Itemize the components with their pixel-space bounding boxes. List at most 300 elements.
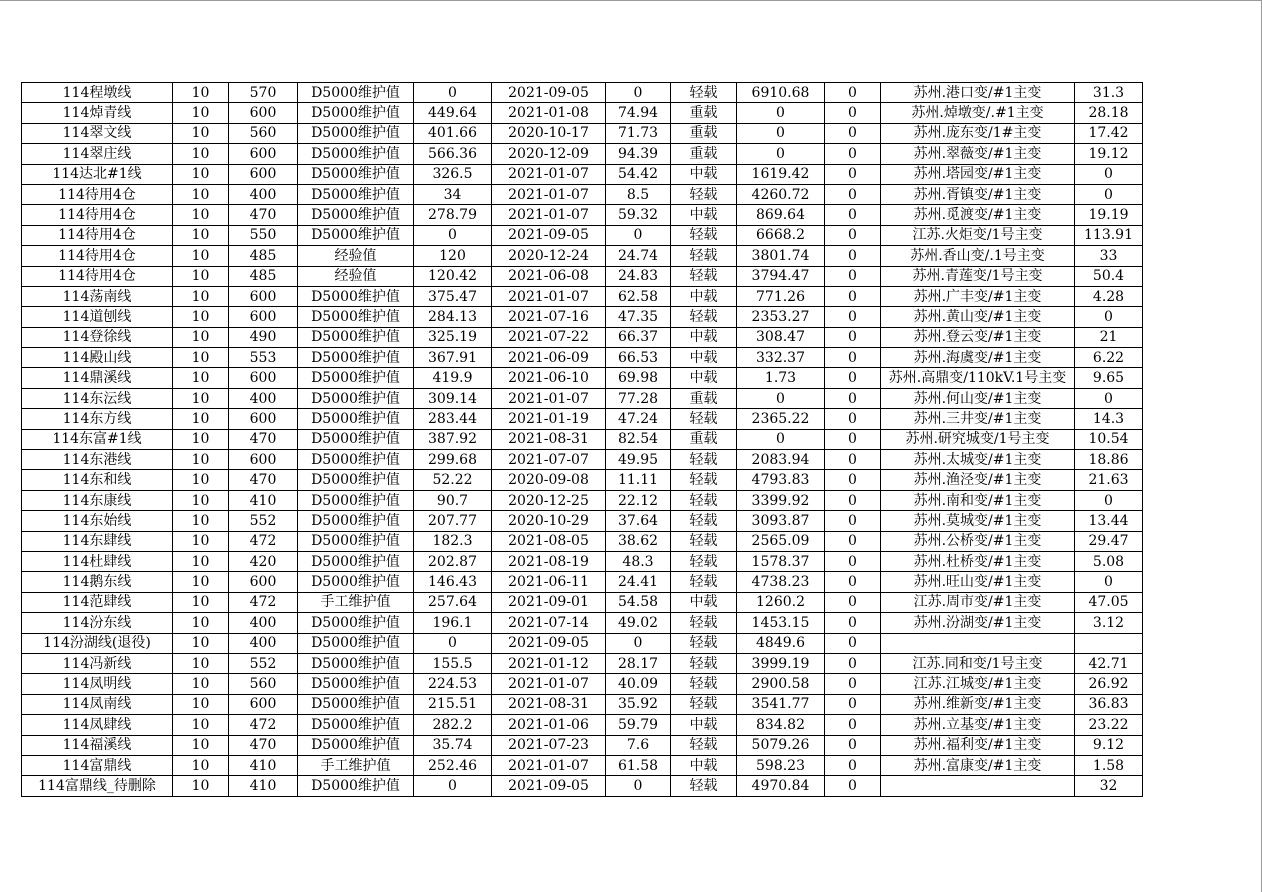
date-cell: 2021-01-07 xyxy=(492,674,606,694)
date-cell: 2021-08-19 xyxy=(492,551,606,571)
zero-cell: 0 xyxy=(825,266,881,286)
capacity-cell: 5079.26 xyxy=(737,735,825,755)
table-row xyxy=(22,592,1143,612)
capacity-cell: 4738.23 xyxy=(737,572,825,592)
capacity-cell: 2353.27 xyxy=(737,307,825,327)
current-cell: 419.9 xyxy=(414,368,492,388)
table-row xyxy=(22,715,1143,735)
load-status-cell: 重载 xyxy=(671,144,737,164)
rated-current-cell: 400 xyxy=(229,633,298,653)
source-cell: D5000维护值 xyxy=(298,307,414,327)
capacity-cell: 0 xyxy=(737,144,825,164)
current-cell: 0 xyxy=(414,225,492,245)
zero-cell: 0 xyxy=(825,348,881,368)
line-name-cell: 114荡南线 xyxy=(22,286,173,306)
source-cell: D5000维护值 xyxy=(298,531,414,551)
voltage-cell: 10 xyxy=(173,572,229,592)
load-status-cell: 轻载 xyxy=(671,266,737,286)
value-cell: 4.28 xyxy=(1075,286,1143,306)
load-status-cell: 轻载 xyxy=(671,184,737,204)
substation-cell: 苏州.渔泾变/#1主变 xyxy=(881,470,1075,490)
table-row xyxy=(22,450,1143,470)
load-rate-cell: 54.58 xyxy=(606,592,671,612)
load-rate-cell: 37.64 xyxy=(606,511,671,531)
current-cell: 0 xyxy=(414,633,492,653)
load-rate-cell: 66.53 xyxy=(606,348,671,368)
line-name-cell: 114鹅东线 xyxy=(22,572,173,592)
current-cell: 278.79 xyxy=(414,205,492,225)
table-row xyxy=(22,470,1143,490)
load-rate-cell: 24.74 xyxy=(606,246,671,266)
substation-cell: 江苏.江城变/#1主变 xyxy=(881,674,1075,694)
value-cell: 0 xyxy=(1075,307,1143,327)
capacity-cell: 2565.09 xyxy=(737,531,825,551)
zero-cell: 0 xyxy=(825,164,881,184)
line-name-cell: 114东富#1线 xyxy=(22,429,173,449)
rated-current-cell: 600 xyxy=(229,164,298,184)
source-cell: D5000维护值 xyxy=(298,225,414,245)
value-cell: 19.12 xyxy=(1075,144,1143,164)
table-row xyxy=(22,348,1143,368)
rated-current-cell: 600 xyxy=(229,286,298,306)
current-cell: 34 xyxy=(414,184,492,204)
zero-cell: 0 xyxy=(825,429,881,449)
table-row xyxy=(22,674,1143,694)
source-cell: D5000维护值 xyxy=(298,633,414,653)
table-row xyxy=(22,83,1143,103)
date-cell: 2021-01-07 xyxy=(492,164,606,184)
capacity-cell: 308.47 xyxy=(737,327,825,347)
rated-current-cell: 470 xyxy=(229,429,298,449)
table-body xyxy=(22,83,1143,797)
current-cell: 182.3 xyxy=(414,531,492,551)
rated-current-cell: 485 xyxy=(229,266,298,286)
date-cell: 2021-09-05 xyxy=(492,225,606,245)
value-cell: 0 xyxy=(1075,164,1143,184)
voltage-cell: 10 xyxy=(173,307,229,327)
substation-cell: 苏州.福利变/#1主变 xyxy=(881,735,1075,755)
voltage-cell: 10 xyxy=(173,592,229,612)
source-cell: D5000维护值 xyxy=(298,388,414,408)
zero-cell: 0 xyxy=(825,674,881,694)
load-status-cell: 重载 xyxy=(671,429,737,449)
voltage-cell: 10 xyxy=(173,205,229,225)
voltage-cell: 10 xyxy=(173,409,229,429)
load-rate-cell: 49.95 xyxy=(606,450,671,470)
line-name-cell: 114待用4仓 xyxy=(22,225,173,245)
source-cell: D5000维护值 xyxy=(298,83,414,103)
load-status-cell: 轻载 xyxy=(671,490,737,510)
current-cell: 120 xyxy=(414,246,492,266)
substation-cell: 苏州.焯墩变/.#1主变 xyxy=(881,103,1075,123)
substation-cell: 苏州.杜桥变/#1主变 xyxy=(881,551,1075,571)
current-cell: 257.64 xyxy=(414,592,492,612)
voltage-cell: 10 xyxy=(173,266,229,286)
voltage-cell: 10 xyxy=(173,286,229,306)
date-cell: 2021-07-23 xyxy=(492,735,606,755)
table-row xyxy=(22,613,1143,633)
voltage-cell: 10 xyxy=(173,83,229,103)
table-row xyxy=(22,184,1143,204)
date-cell: 2021-07-22 xyxy=(492,327,606,347)
voltage-cell: 10 xyxy=(173,123,229,143)
substation-cell: 江苏.同和变/1号主变 xyxy=(881,653,1075,673)
line-name-cell: 114东始线 xyxy=(22,511,173,531)
source-cell: D5000维护值 xyxy=(298,776,414,796)
date-cell: 2021-06-09 xyxy=(492,348,606,368)
source-cell: D5000维护值 xyxy=(298,674,414,694)
line-name-cell: 114冯新线 xyxy=(22,653,173,673)
rated-current-cell: 472 xyxy=(229,531,298,551)
voltage-cell: 10 xyxy=(173,490,229,510)
current-cell: 52.22 xyxy=(414,470,492,490)
date-cell: 2020-12-24 xyxy=(492,246,606,266)
date-cell: 2021-07-16 xyxy=(492,307,606,327)
capacity-cell: 771.26 xyxy=(737,286,825,306)
load-status-cell: 中载 xyxy=(671,327,737,347)
current-cell: 146.43 xyxy=(414,572,492,592)
capacity-cell: 1578.37 xyxy=(737,551,825,571)
current-cell: 299.68 xyxy=(414,450,492,470)
load-rate-cell: 47.35 xyxy=(606,307,671,327)
rated-current-cell: 600 xyxy=(229,307,298,327)
current-cell: 449.64 xyxy=(414,103,492,123)
rated-current-cell: 600 xyxy=(229,572,298,592)
load-status-cell: 中载 xyxy=(671,715,737,735)
value-cell: 50.4 xyxy=(1075,266,1143,286)
table-row xyxy=(22,531,1143,551)
value-cell: 0 xyxy=(1075,490,1143,510)
rated-current-cell: 600 xyxy=(229,368,298,388)
table-row xyxy=(22,388,1143,408)
date-cell: 2021-06-11 xyxy=(492,572,606,592)
source-cell: D5000维护值 xyxy=(298,653,414,673)
line-name-cell: 114汾湖线(退役) xyxy=(22,633,173,653)
value-cell: 26.92 xyxy=(1075,674,1143,694)
substation-cell: 苏州.何山变/#1主变 xyxy=(881,388,1075,408)
table-row xyxy=(22,409,1143,429)
current-cell: 0 xyxy=(414,776,492,796)
voltage-cell: 10 xyxy=(173,653,229,673)
table-row xyxy=(22,633,1143,653)
line-name-cell: 114凤明线 xyxy=(22,674,173,694)
rated-current-cell: 470 xyxy=(229,470,298,490)
current-cell: 284.13 xyxy=(414,307,492,327)
capacity-cell: 1453.15 xyxy=(737,613,825,633)
date-cell: 2021-08-05 xyxy=(492,531,606,551)
load-rate-cell: 62.58 xyxy=(606,286,671,306)
voltage-cell: 10 xyxy=(173,470,229,490)
zero-cell: 0 xyxy=(825,755,881,775)
current-cell: 401.66 xyxy=(414,123,492,143)
current-cell: 252.46 xyxy=(414,755,492,775)
load-rate-cell: 77.28 xyxy=(606,388,671,408)
value-cell: 113.91 xyxy=(1075,225,1143,245)
voltage-cell: 10 xyxy=(173,429,229,449)
load-rate-cell: 40.09 xyxy=(606,674,671,694)
line-name-cell: 114富鼎线 xyxy=(22,755,173,775)
value-cell: 18.86 xyxy=(1075,450,1143,470)
value-cell: 19.19 xyxy=(1075,205,1143,225)
table-row xyxy=(22,327,1143,347)
zero-cell: 0 xyxy=(825,83,881,103)
load-status-cell: 轻载 xyxy=(671,776,737,796)
rated-current-cell: 600 xyxy=(229,694,298,714)
substation-cell: 苏州.海虞变/#1主变 xyxy=(881,348,1075,368)
rated-current-cell: 420 xyxy=(229,551,298,571)
load-status-cell: 中载 xyxy=(671,755,737,775)
load-rate-cell: 24.83 xyxy=(606,266,671,286)
source-cell: D5000维护值 xyxy=(298,409,414,429)
zero-cell: 0 xyxy=(825,144,881,164)
line-name-cell: 114待用4仓 xyxy=(22,266,173,286)
load-status-cell: 中载 xyxy=(671,205,737,225)
date-cell: 2021-01-07 xyxy=(492,286,606,306)
source-cell: D5000维护值 xyxy=(298,144,414,164)
value-cell: 32 xyxy=(1075,776,1143,796)
zero-cell: 0 xyxy=(825,409,881,429)
capacity-cell: 1.73 xyxy=(737,368,825,388)
current-cell: 35.74 xyxy=(414,735,492,755)
line-name-cell: 114翠庄线 xyxy=(22,144,173,164)
load-rate-cell: 28.17 xyxy=(606,653,671,673)
zero-cell: 0 xyxy=(825,613,881,633)
zero-cell: 0 xyxy=(825,286,881,306)
line-name-cell: 114范肆线 xyxy=(22,592,173,612)
date-cell: 2020-09-08 xyxy=(492,470,606,490)
line-name-cell: 114鼎溪线 xyxy=(22,368,173,388)
line-name-cell: 114汾东线 xyxy=(22,613,173,633)
load-rate-cell: 82.54 xyxy=(606,429,671,449)
load-status-cell: 中载 xyxy=(671,286,737,306)
substation-cell: 苏州.富康变/#1主变 xyxy=(881,755,1075,775)
table-row xyxy=(22,429,1143,449)
voltage-cell: 10 xyxy=(173,388,229,408)
rated-current-cell: 410 xyxy=(229,490,298,510)
current-cell: 387.92 xyxy=(414,429,492,449)
rated-current-cell: 570 xyxy=(229,83,298,103)
load-status-cell: 轻载 xyxy=(671,653,737,673)
load-status-cell: 轻载 xyxy=(671,735,737,755)
load-rate-cell: 69.98 xyxy=(606,368,671,388)
substation-cell: 苏州.胥镇变/#1主变 xyxy=(881,184,1075,204)
load-rate-cell: 0 xyxy=(606,633,671,653)
line-name-cell: 114道刨线 xyxy=(22,307,173,327)
load-rate-cell: 0 xyxy=(606,776,671,796)
voltage-cell: 10 xyxy=(173,144,229,164)
line-name-cell: 114富鼎线_待删除 xyxy=(22,776,173,796)
rated-current-cell: 552 xyxy=(229,511,298,531)
rated-current-cell: 472 xyxy=(229,715,298,735)
load-status-cell: 轻载 xyxy=(671,674,737,694)
load-status-cell: 轻载 xyxy=(671,694,737,714)
line-name-cell: 114翠文线 xyxy=(22,123,173,143)
source-cell: D5000维护值 xyxy=(298,694,414,714)
zero-cell: 0 xyxy=(825,592,881,612)
value-cell: 36.83 xyxy=(1075,694,1143,714)
capacity-cell: 0 xyxy=(737,388,825,408)
rated-current-cell: 485 xyxy=(229,246,298,266)
load-rate-cell: 61.58 xyxy=(606,755,671,775)
rated-current-cell: 470 xyxy=(229,205,298,225)
current-cell: 202.87 xyxy=(414,551,492,571)
date-cell: 2021-06-08 xyxy=(492,266,606,286)
rated-current-cell: 600 xyxy=(229,103,298,123)
substation-cell: 苏州.南和变/#1主变 xyxy=(881,490,1075,510)
date-cell: 2021-01-07 xyxy=(492,755,606,775)
capacity-cell: 1260.2 xyxy=(737,592,825,612)
value-cell: 47.05 xyxy=(1075,592,1143,612)
voltage-cell: 10 xyxy=(173,368,229,388)
table-row xyxy=(22,307,1143,327)
voltage-cell: 10 xyxy=(173,715,229,735)
voltage-cell: 10 xyxy=(173,225,229,245)
load-rate-cell: 54.42 xyxy=(606,164,671,184)
capacity-cell: 3399.92 xyxy=(737,490,825,510)
rated-current-cell: 550 xyxy=(229,225,298,245)
rated-current-cell: 490 xyxy=(229,327,298,347)
current-cell: 282.2 xyxy=(414,715,492,735)
voltage-cell: 10 xyxy=(173,694,229,714)
substation-cell xyxy=(881,776,1075,796)
line-name-cell: 114程墩线 xyxy=(22,83,173,103)
load-status-cell: 轻载 xyxy=(671,470,737,490)
substation-cell: 苏州.广丰变/#1主变 xyxy=(881,286,1075,306)
load-rate-cell: 48.3 xyxy=(606,551,671,571)
line-name-cell: 114东方线 xyxy=(22,409,173,429)
current-cell: 566.36 xyxy=(414,144,492,164)
value-cell: 33 xyxy=(1075,246,1143,266)
zero-cell: 0 xyxy=(825,388,881,408)
rated-current-cell: 552 xyxy=(229,653,298,673)
rated-current-cell: 600 xyxy=(229,144,298,164)
table-row xyxy=(22,123,1143,143)
source-cell: 手工维护值 xyxy=(298,592,414,612)
substation-cell: 苏州.香山变/.1号主变 xyxy=(881,246,1075,266)
load-rate-cell: 94.39 xyxy=(606,144,671,164)
value-cell: 23.22 xyxy=(1075,715,1143,735)
value-cell: 0 xyxy=(1075,572,1143,592)
capacity-cell: 6668.2 xyxy=(737,225,825,245)
line-name-cell: 114登徐线 xyxy=(22,327,173,347)
load-rate-cell: 24.41 xyxy=(606,572,671,592)
substation-cell: 苏州.公桥变/#1主变 xyxy=(881,531,1075,551)
source-cell: D5000维护值 xyxy=(298,429,414,449)
substation-cell: 苏州.港口变/#1主变 xyxy=(881,83,1075,103)
line-name-cell: 114待用4仓 xyxy=(22,205,173,225)
load-status-cell: 轻载 xyxy=(671,450,737,470)
load-status-cell: 重载 xyxy=(671,103,737,123)
date-cell: 2021-01-07 xyxy=(492,205,606,225)
zero-cell: 0 xyxy=(825,225,881,245)
date-cell: 2021-01-07 xyxy=(492,388,606,408)
date-cell: 2020-12-25 xyxy=(492,490,606,510)
current-cell: 309.14 xyxy=(414,388,492,408)
substation-cell: 苏州.高鼎变/110kV.1号主变 xyxy=(881,368,1075,388)
voltage-cell: 10 xyxy=(173,531,229,551)
voltage-cell: 10 xyxy=(173,551,229,571)
value-cell: 29.47 xyxy=(1075,531,1143,551)
current-cell: 215.51 xyxy=(414,694,492,714)
date-cell: 2020-10-17 xyxy=(492,123,606,143)
zero-cell: 0 xyxy=(825,511,881,531)
capacity-cell: 3541.77 xyxy=(737,694,825,714)
load-rate-cell: 38.62 xyxy=(606,531,671,551)
load-rate-cell: 59.32 xyxy=(606,205,671,225)
capacity-cell: 3093.87 xyxy=(737,511,825,531)
load-status-cell: 轻载 xyxy=(671,225,737,245)
current-cell: 90.7 xyxy=(414,490,492,510)
substation-cell: 苏州.翠薇变/#1主变 xyxy=(881,144,1075,164)
zero-cell: 0 xyxy=(825,735,881,755)
rated-current-cell: 560 xyxy=(229,123,298,143)
value-cell: 10.54 xyxy=(1075,429,1143,449)
load-rate-cell: 7.6 xyxy=(606,735,671,755)
line-name-cell: 114焯青线 xyxy=(22,103,173,123)
voltage-cell: 10 xyxy=(173,776,229,796)
voltage-cell: 10 xyxy=(173,184,229,204)
source-cell: D5000维护值 xyxy=(298,205,414,225)
load-status-cell: 中载 xyxy=(671,368,737,388)
substation-cell: 苏州.登云变/#1主变 xyxy=(881,327,1075,347)
value-cell: 13.44 xyxy=(1075,511,1143,531)
capacity-cell: 2083.94 xyxy=(737,450,825,470)
source-cell: D5000维护值 xyxy=(298,164,414,184)
rated-current-cell: 400 xyxy=(229,184,298,204)
date-cell: 2021-08-31 xyxy=(492,694,606,714)
source-cell: D5000维护值 xyxy=(298,450,414,470)
load-status-cell: 中载 xyxy=(671,164,737,184)
value-cell: 9.12 xyxy=(1075,735,1143,755)
capacity-cell: 869.64 xyxy=(737,205,825,225)
current-cell: 224.53 xyxy=(414,674,492,694)
capacity-cell: 3801.74 xyxy=(737,246,825,266)
voltage-cell: 10 xyxy=(173,755,229,775)
load-rate-cell: 0 xyxy=(606,225,671,245)
load-rate-cell: 8.5 xyxy=(606,184,671,204)
voltage-cell: 10 xyxy=(173,348,229,368)
zero-cell: 0 xyxy=(825,450,881,470)
capacity-cell: 0 xyxy=(737,429,825,449)
load-rate-cell: 59.79 xyxy=(606,715,671,735)
load-status-cell: 轻载 xyxy=(671,531,737,551)
value-cell: 5.08 xyxy=(1075,551,1143,571)
zero-cell: 0 xyxy=(825,776,881,796)
zero-cell: 0 xyxy=(825,205,881,225)
capacity-cell: 4849.6 xyxy=(737,633,825,653)
table-row xyxy=(22,103,1143,123)
zero-cell: 0 xyxy=(825,103,881,123)
substation-cell: 苏州.旺山变/#1主变 xyxy=(881,572,1075,592)
line-name-cell: 114殿山线 xyxy=(22,348,173,368)
zero-cell: 0 xyxy=(825,715,881,735)
substation-cell: 江苏.周市变/#1主变 xyxy=(881,592,1075,612)
current-cell: 325.19 xyxy=(414,327,492,347)
rated-current-cell: 400 xyxy=(229,613,298,633)
date-cell: 2021-09-05 xyxy=(492,83,606,103)
value-cell: 28.18 xyxy=(1075,103,1143,123)
line-name-cell: 114东港线 xyxy=(22,450,173,470)
voltage-cell: 10 xyxy=(173,450,229,470)
table-row xyxy=(22,164,1143,184)
line-name-cell: 114东肆线 xyxy=(22,531,173,551)
load-status-cell: 轻载 xyxy=(671,633,737,653)
line-name-cell: 114福溪线 xyxy=(22,735,173,755)
line-name-cell: 114凤南线 xyxy=(22,694,173,714)
current-cell: 120.42 xyxy=(414,266,492,286)
zero-cell: 0 xyxy=(825,551,881,571)
current-cell: 196.1 xyxy=(414,613,492,633)
